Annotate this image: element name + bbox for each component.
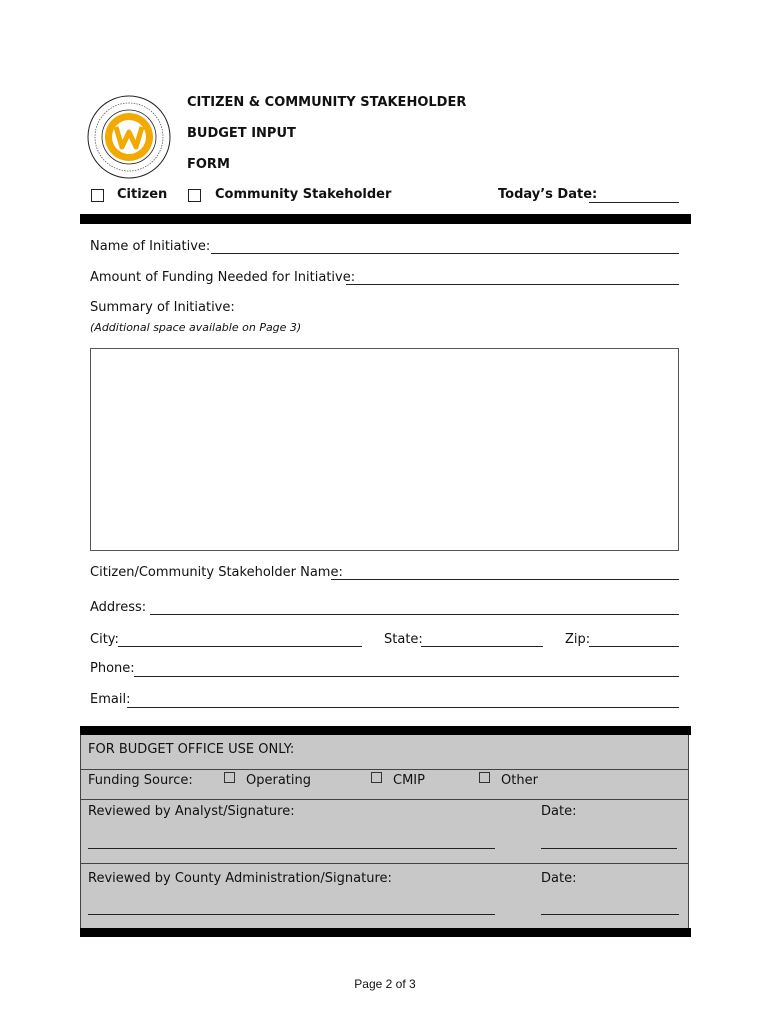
office-divider xyxy=(80,863,689,864)
phone-field[interactable] xyxy=(134,676,679,677)
zip-label: Zip: xyxy=(565,632,591,647)
todays-date-label: Today’s Date: xyxy=(498,187,598,202)
office-divider xyxy=(80,799,689,800)
city-field[interactable] xyxy=(118,646,362,647)
office-heading: FOR BUDGET OFFICE USE ONLY: xyxy=(88,742,295,757)
admin-signature-field[interactable] xyxy=(88,914,495,915)
unified-government-seal xyxy=(86,94,172,180)
name-of-initiative-field[interactable] xyxy=(211,253,679,254)
address-label: Address: xyxy=(90,600,147,615)
funding-source-label: Funding Source: xyxy=(88,773,193,788)
summary-label: Summary of Initiative: xyxy=(90,300,235,315)
other-checkbox[interactable] xyxy=(479,772,490,783)
name-of-initiative-label: Name of Initiative: xyxy=(90,239,211,254)
page-number: Page 2 of 3 xyxy=(354,977,416,991)
address-field[interactable] xyxy=(150,614,679,615)
citizen-checkbox[interactable] xyxy=(91,189,104,202)
summary-note: (Additional space available on Page 3) xyxy=(90,321,302,334)
admin-signature-label: Reviewed by County Administration/Signature: xyxy=(88,871,392,886)
form-title-line3: FORM xyxy=(187,157,230,172)
state-field[interactable] xyxy=(421,646,543,647)
stakeholder-name-field[interactable] xyxy=(331,579,679,580)
zip-field[interactable] xyxy=(589,646,679,647)
analyst-signature-field[interactable] xyxy=(88,848,495,849)
operating-label: Operating xyxy=(246,773,311,788)
analyst-date-label: Date: xyxy=(541,804,577,819)
admin-date-field[interactable] xyxy=(541,914,679,915)
office-bottom-bar xyxy=(80,928,691,937)
community-stakeholder-label: Community Stakeholder xyxy=(215,187,392,202)
todays-date-field[interactable] xyxy=(589,202,679,203)
analyst-signature-label: Reviewed by Analyst/Signature: xyxy=(88,804,295,819)
form-title-line2: BUDGET INPUT xyxy=(187,126,296,141)
cmip-checkbox[interactable] xyxy=(371,772,382,783)
citizen-label: Citizen xyxy=(117,187,168,202)
form-title-line1: CITIZEN & COMMUNITY STAKEHOLDER xyxy=(187,95,467,110)
header-divider xyxy=(80,214,691,224)
office-use-panel xyxy=(80,735,689,928)
analyst-date-field[interactable] xyxy=(541,848,677,849)
email-field[interactable] xyxy=(127,707,679,708)
office-divider xyxy=(80,769,689,770)
other-label: Other xyxy=(501,773,538,788)
funding-needed-field[interactable] xyxy=(346,284,679,285)
stakeholder-name-label: Citizen/Community Stakeholder Name: xyxy=(90,565,343,580)
funding-needed-label: Amount of Funding Needed for Initiative: xyxy=(90,270,356,285)
summary-textarea[interactable] xyxy=(90,348,679,551)
admin-date-label: Date: xyxy=(541,871,577,886)
cmip-label: CMIP xyxy=(393,773,425,788)
email-label: Email: xyxy=(90,692,131,707)
operating-checkbox[interactable] xyxy=(224,772,235,783)
city-label: City: xyxy=(90,632,119,647)
phone-label: Phone: xyxy=(90,661,135,676)
office-top-bar xyxy=(80,726,691,735)
state-label: State: xyxy=(384,632,423,647)
community-stakeholder-checkbox[interactable] xyxy=(188,189,201,202)
